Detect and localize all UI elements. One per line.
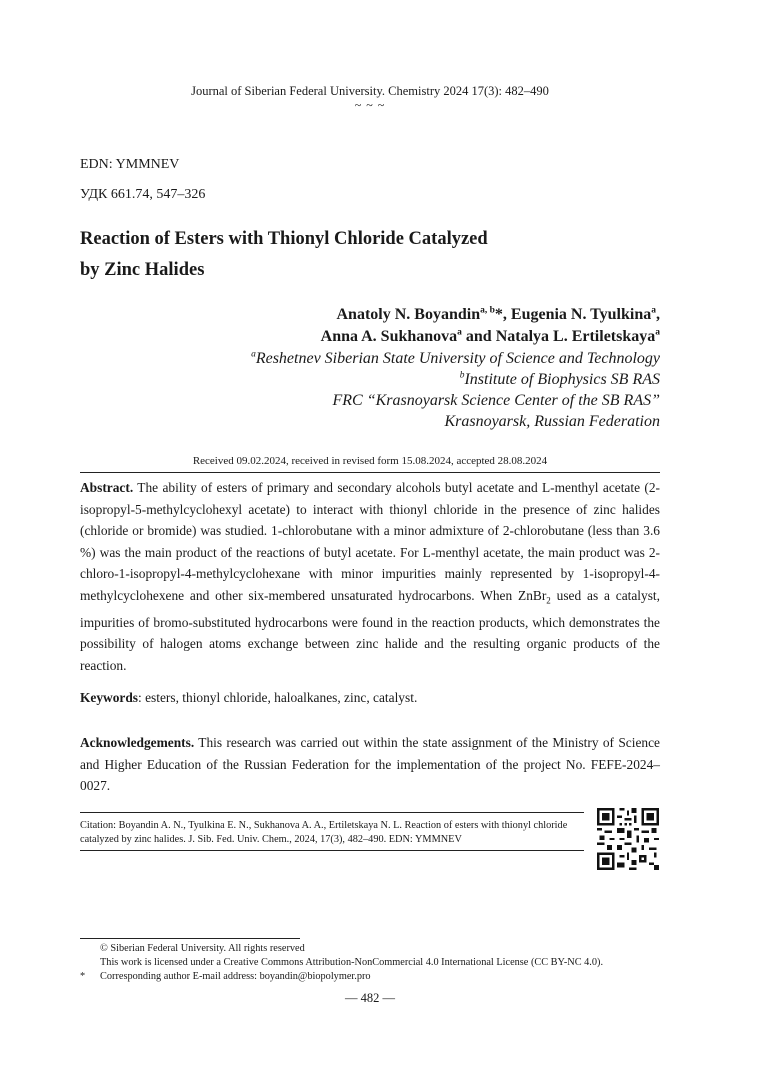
license-text: This work is licensed under a Creative Commons Attribution-NonCommercial 4.0 International License (CC BY-NC 4.0).: [100, 957, 604, 968]
affiliation-a-mark: a: [251, 349, 256, 360]
page-number: — 482 —: [345, 991, 395, 1005]
author-4: Natalya L. Ertiletskaya: [495, 328, 656, 345]
received-dates: Received 09.02.2024, received in revised form 15.08.2024, accepted 28.08.2024: [192, 455, 548, 467]
affiliation-frc: FRC “Krasnoyarsk Science Center of the SB RAS”: [332, 392, 660, 409]
footnote-copyright: [80, 942, 720, 955]
copyright-text: © Siberian Federal University. All rights reserved: [100, 943, 305, 954]
footnote-license: [80, 956, 720, 969]
author-4-affil: a: [655, 327, 660, 338]
qr-code-icon[interactable]: [597, 808, 659, 870]
title-line-2: by Zinc Halides: [80, 260, 205, 280]
keywords-label: Keywords: [80, 690, 139, 705]
footnote-star: *: [80, 971, 86, 982]
author-separator: ,: [656, 306, 660, 323]
author-2: Eugenia N. Tyulkina: [510, 306, 652, 323]
affiliation-b-mark: b: [459, 370, 465, 381]
author-2-affil: a: [651, 305, 656, 316]
title-line-1: Reaction of Esters with Thionyl Chloride Catalyzed: [80, 229, 488, 249]
acknowledgements: [80, 732, 660, 797]
author-3: Anna A. Sukhanova: [320, 328, 458, 345]
footnote-rule: [80, 938, 300, 939]
affiliations: [60, 348, 660, 432]
udk-code: УДК 661.74, 547–326: [80, 187, 206, 202]
citation-top-rule: [80, 812, 584, 813]
author-1-affil: a, b: [480, 305, 495, 316]
affiliation-a: [60, 348, 660, 369]
footnote-corresponding: [80, 970, 720, 983]
edn-code: EDN: YMMNEV: [80, 157, 180, 172]
author-1: Anatoly N. Boyandin: [336, 306, 481, 323]
journal-header: Journal of Siberian Federal University. Chemistry 2024 17(3): 482–490: [191, 84, 549, 98]
corresponding-mark: *,: [494, 306, 511, 323]
authors-line-1: [100, 304, 660, 326]
header-separator: ~ ~ ~: [354, 98, 386, 112]
affiliation-b: [60, 369, 660, 390]
abstract-text-1: The ability of esters of primary and secondary alcohols butyl acetate and L-menthyl acetate (2-isopropyl-5-methylcyclohexyl acetate) to interact with thionyl chloride in the presence of zinc halides (chloride or bromide) was studied. 1-chlorobutane with a minor admixture of 2-chlorobutane (less than 3.6 %) was the main product of the reactions of butyl acetate. For L-menthyl acetate, the main product was 2-chloro-1-isopropyl-4-methylcyclohexane with minor impurities mainly represented by 1-isopropyl-4-methylcyclohexene and other six-membered unsaturated hydrocarbons. When ZnBr: [80, 480, 660, 603]
keywords-text: : esters, thionyl chloride, haloalkanes, zinc, catalyst.: [138, 690, 418, 705]
author-list: [100, 304, 660, 348]
abstract-text-2: used as a catalyst, impurities of bromo-substituted hydrocarbons were found in the reaction products, which demonstrates the possibility of halogen atoms exchange between zinc halide and the resulting organic products of the reaction.: [80, 587, 660, 673]
acknowledgements-label: Acknowledgements.: [80, 735, 195, 750]
corresponding-email: Corresponding author E-mail address: boyandin@biopolymer.pro: [100, 971, 371, 982]
citation: Citation: Boyandin A. N., Tyulkina E. N., Sukhanova A. A., Ertiletskaya N. L. Reaction of esters with thionyl chloride catalyzed by zinc halides. J. Sib. Fed. Univ. Chem., 2024, 17(3), 482–490. EDN: YMMNEV: [80, 820, 568, 845]
citation-bottom-rule: [80, 850, 584, 851]
keywords: [80, 687, 660, 709]
affiliation-b-text: Institute of Biophysics SB RAS: [464, 371, 660, 388]
affiliation-city: Krasnoyarsk, Russian Federation: [444, 413, 660, 430]
abstract-label: Abstract.: [80, 480, 134, 495]
author-conjunction: and: [461, 328, 496, 345]
abstract-subscript: 2: [546, 595, 551, 606]
paper-title: [80, 224, 580, 286]
abstract-divider: [80, 472, 660, 473]
affiliation-a-text: Reshetnev Siberian State University of Science and Technology: [255, 350, 660, 367]
acknowledgements-text: This research was carried out within the state assignment of the Ministry of Science and Higher Education of the Russian Federation for the implementation of the project No. FEFE-2024–0027.: [80, 735, 660, 793]
authors-line-2: [100, 326, 660, 348]
abstract: [80, 477, 660, 676]
author-3-affil: a: [457, 327, 462, 338]
